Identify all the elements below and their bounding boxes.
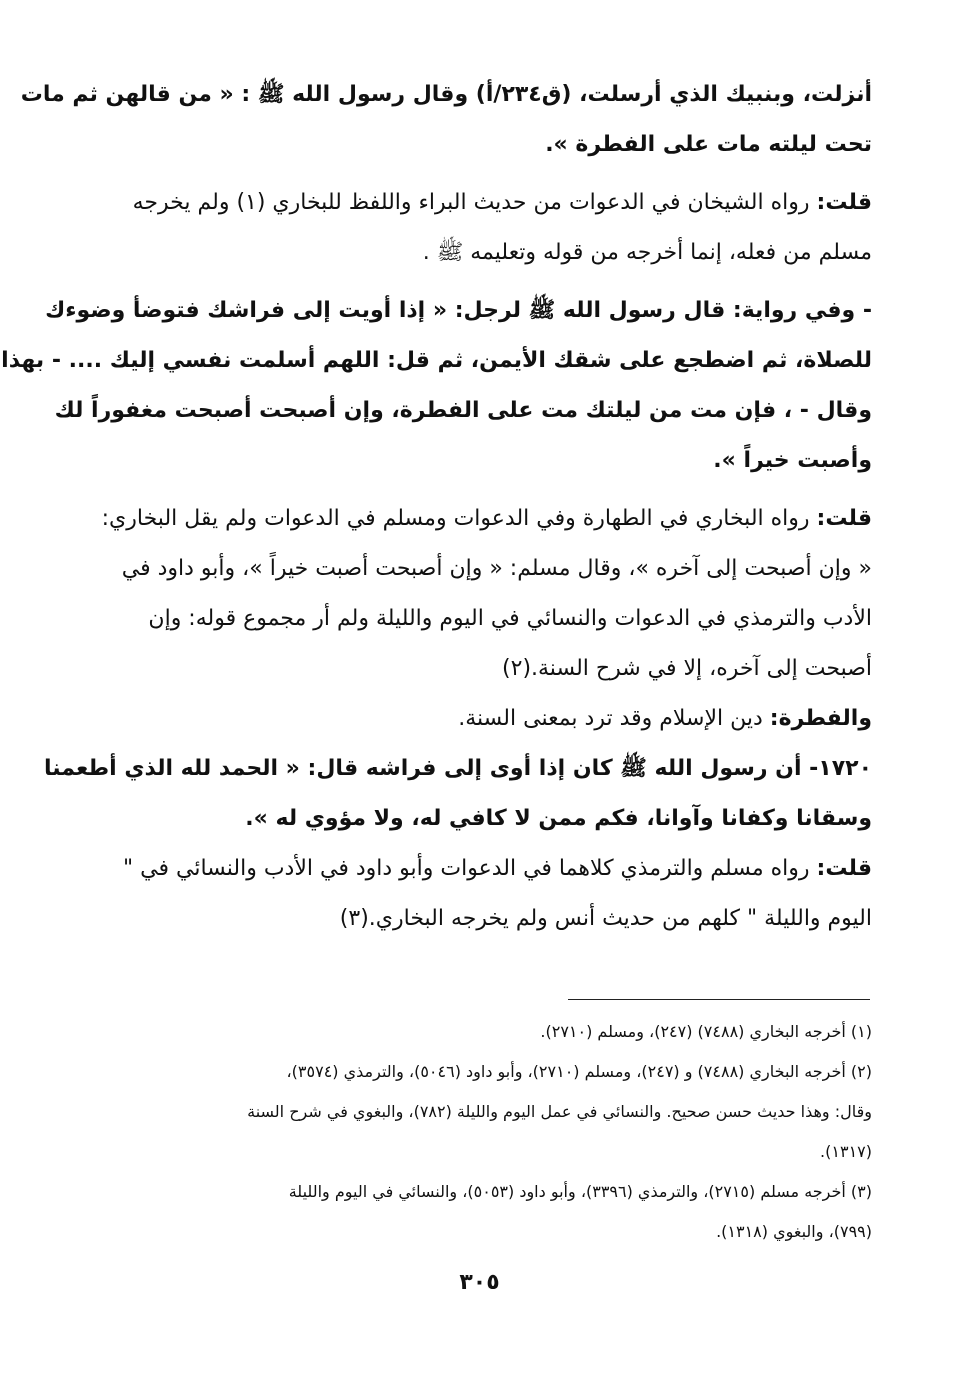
text-line: الأدب والترمذي في الدعوات والنسائي في اليوم والليلة ولم أر مجموع قوله: وإن xyxy=(148,606,872,631)
main-text xyxy=(1,70,872,944)
footnote-line: (٢) أخرجه البخاري (٧٤٨٨) و (٢٤٧)، ومسلم (٢٧١٠)، وأبو داود (٥٠٤٦)، والترمذي (٣٥٧٤)، xyxy=(286,1062,872,1081)
footnote-line: وقال: وهذا حديث حسن صحيح. والنسائي في عمل اليوم والليلة (٧٨٢)، والبغوي في شرح السنة xyxy=(247,1102,872,1121)
text-line: للصلاة، ثم اضطجع على شقك الأيمن، ثم قل: اللهم أسلمت نفسي إليك .... - بهذا xyxy=(1,348,872,373)
text-line: تحت ليلته مات على الفطرة ». xyxy=(545,132,872,157)
text-run: رواه مسلم والترمذي كلاهما في الدعوات وأبو داود في الأدب والنسائي في " xyxy=(123,856,810,881)
text-run: رواه الشيخان في الدعوات من حديث البراء واللفظ للبخاري (١) ولم يخرجه xyxy=(132,190,810,215)
footnote-divider xyxy=(568,999,870,1000)
paragraph-lead: قلت: xyxy=(816,190,872,215)
text-line xyxy=(88,844,872,894)
text-run: دين الإسلام وقد ترد بمعنى السنة. xyxy=(458,706,763,731)
footnote-line: (١) أخرجه البخاري (٧٤٨٨) (٢٤٧)، ومسلم (٢٧١٠). xyxy=(540,1022,872,1041)
text-line xyxy=(88,494,872,544)
text-line: مسلم من فعله، إنما أخرجه من قوله وتعليمه ﷺ . xyxy=(422,240,872,265)
text-line: أنزلت، وبنبيك الذي أرسلت، (ق٢٣٤/أ) وقال رسول الله ﷺ : « من قالهن ثم مات xyxy=(20,82,872,107)
footnotes xyxy=(88,1012,872,1252)
text-line: وأصبت خيراً ». xyxy=(713,448,872,473)
paragraph-lead: قلت: xyxy=(816,506,872,531)
footnote-line: (٣) أخرجه مسلم (٢٧١٥)، والترمذي (٣٣٩٦)، وأبو داود (٥٠٥٣)، والنسائي في اليوم والليلة xyxy=(288,1182,872,1201)
text-line: أصبحت إلى آخره، إلا في شرح السنة.(٢) xyxy=(502,656,872,681)
footnote-line: (١٣١٧). xyxy=(820,1142,872,1161)
page-number: ٣٠٥ xyxy=(459,1270,500,1295)
text-line: ١٧٢٠- أن رسول الله ﷺ كان إذا أوى إلى فراشه قال: « الحمد لله الذي أطعمنا xyxy=(44,756,872,781)
text-line xyxy=(88,694,872,744)
text-line: وقال - ، فإن مت من ليلتك مت على الفطرة، وإن أصبحت أصبحت مغفوراً لك xyxy=(54,398,872,423)
paragraph-lead: والفطرة: xyxy=(769,706,872,731)
text-line: اليوم والليلة " كلهم من حديث أنس ولم يخرجه البخاري.(٣) xyxy=(339,906,872,931)
paragraph-lead: قلت: xyxy=(816,856,872,881)
text-line xyxy=(88,178,872,228)
text-line: - وفي رواية: قال رسول الله ﷺ لرجل: « إذا أويت إلى فراشك فتوضأ وضوءك xyxy=(45,298,872,323)
text-run: رواه البخاري في الطهارة وفي الدعوات ومسلم في الدعوات ولم يقل البخاري: xyxy=(101,506,810,531)
text-line: « وإن أصبحت إلى آخره »، وقال مسلم: « وإن أصبحت أصبت خيراً »، وأبو داود في xyxy=(121,556,872,581)
text-line: وسقانا وكفانا وآوانا، فكم ممن لا كافي له، ولا مؤوي له ». xyxy=(245,806,872,831)
footnote-line: (٧٩٩)، والبغوي (١٣١٨). xyxy=(716,1222,872,1241)
